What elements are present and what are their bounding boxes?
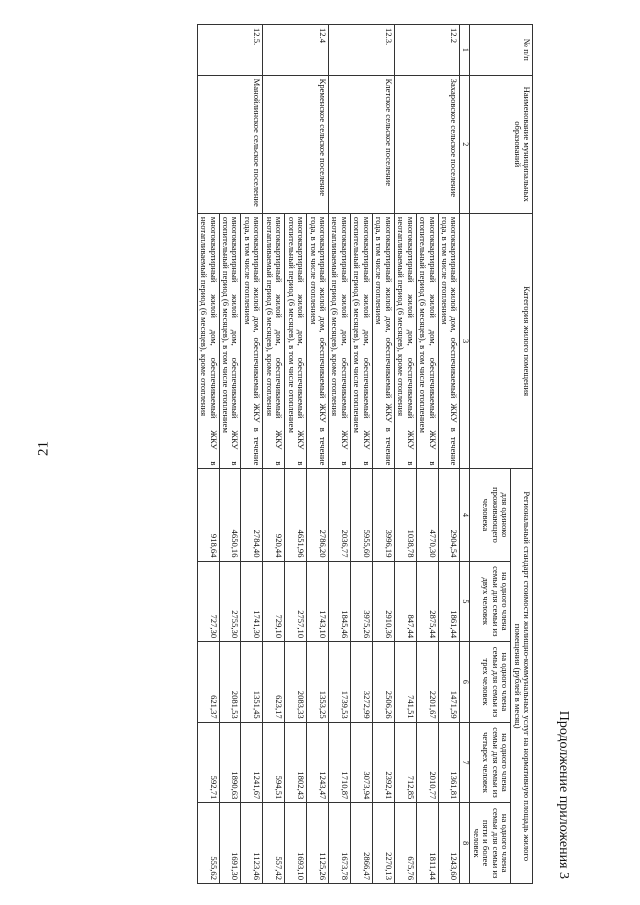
- subheader-three: на одного члена семьи для семьи из трех человек: [470, 642, 511, 723]
- row-number: 12.2: [394, 25, 460, 76]
- cost-value: 594,51: [263, 722, 285, 803]
- cost-value: 3073,94: [350, 722, 372, 803]
- index-cell: 1: [460, 25, 470, 76]
- index-cell: 4: [460, 469, 470, 561]
- table-row: [307, 25, 329, 884]
- index-cell: 2: [460, 75, 470, 213]
- cost-value: 2755,30: [219, 561, 241, 642]
- cost-value: 729,10: [263, 561, 285, 642]
- cost-value: 1802,43: [285, 722, 307, 803]
- cost-value: 555,62: [197, 803, 219, 884]
- index-cell: 6: [460, 642, 470, 723]
- municipality-name: Клетское сельское поселение: [329, 75, 395, 213]
- cost-value: 727,30: [197, 561, 219, 642]
- cost-value: 741,51: [394, 642, 416, 723]
- table-row: [241, 25, 263, 884]
- cost-value: 4650,16: [219, 469, 241, 561]
- subheader-four: на одного члена семьи для семьи из четырех человек: [470, 722, 511, 803]
- cost-value: 1125,26: [307, 803, 329, 884]
- cost-standard-table: [197, 24, 533, 884]
- cost-value: 1811,44: [416, 803, 438, 884]
- municipality-name: Манойлинское сельское поселение: [197, 75, 263, 213]
- index-cell: 7: [460, 722, 470, 803]
- header-name: Наименование муниципальных образований: [470, 75, 533, 213]
- cost-value: 712,85: [394, 722, 416, 803]
- cost-value: 3975,26: [350, 561, 372, 642]
- subheader-five: на одного члена семьи для семьи из пяти и более человек: [470, 803, 511, 884]
- subheader-two: на одного члена семьи для семьи из двух человек: [470, 561, 511, 642]
- cost-value: 557,42: [263, 803, 285, 884]
- cost-value: 1243,60: [438, 803, 460, 884]
- cost-value: 4770,30: [416, 469, 438, 561]
- header-standard: Региональный стандарт стоимости жилищно-коммунальных услуг на нормативную площадь жилого помещения (рублей в месяц): [511, 469, 533, 884]
- cost-value: 2786,20: [307, 469, 329, 561]
- cost-value: 1243,47: [307, 722, 329, 803]
- cost-value: 1351,45: [241, 642, 263, 723]
- municipality-name: Захаровское сельское поселение: [394, 75, 460, 213]
- municipality-name: Кременское сельское поселение: [263, 75, 329, 213]
- cost-value: 2010,77: [416, 722, 438, 803]
- index-row: [460, 25, 470, 884]
- cost-value: 2083,33: [285, 642, 307, 723]
- cost-value: 2201,67: [416, 642, 438, 723]
- cost-value: 2506,26: [372, 642, 394, 723]
- cost-value: 1741,30: [241, 561, 263, 642]
- cost-value: 3272,99: [350, 642, 372, 723]
- cost-value: 1123,46: [241, 803, 263, 884]
- housing-category: многоквартирный жилой дом, обеспечиваемый ЖКУ в отопительный период (6 месяцев), в том числе отоплением: [350, 213, 372, 469]
- cost-value: 1739,53: [329, 642, 351, 723]
- cost-value: 2904,54: [438, 469, 460, 561]
- cost-value: 2757,10: [285, 561, 307, 642]
- cost-value: 5955,60: [350, 469, 372, 561]
- subheader-single: для одиноко проживающего человека: [470, 469, 511, 561]
- cost-value: 1361,81: [438, 722, 460, 803]
- cost-value: 4651,96: [285, 469, 307, 561]
- row-number: 12.3.: [329, 25, 395, 76]
- table-body: [197, 25, 460, 884]
- housing-category: многоквартирный жилой дом, обеспечиваемый ЖКУ в отопительный период (6 месяцев), в том числе отоплением: [219, 213, 241, 469]
- cost-value: 3996,19: [372, 469, 394, 561]
- housing-category: многоквартирный жилой дом, обеспечиваемый ЖКУ в течение года, в том числе отоплением: [307, 213, 329, 469]
- housing-category: многоквартирный жилой дом, обеспечиваемый ЖКУ в отопительный период (6 месяцев), в том числе отоплением: [416, 213, 438, 469]
- index-cell: 3: [460, 213, 470, 469]
- housing-category: многоквартирный жилой дом, обеспечиваемый ЖКУ в отопительный период (6 месяцев), в том числе отоплением: [285, 213, 307, 469]
- cost-value: 2910,36: [372, 561, 394, 642]
- housing-category: многоквартирный жилой дом, обеспечиваемый ЖКУ в неотапливаемый период (6 месяцев), кроме отопления: [394, 213, 416, 469]
- cost-value: 1241,67: [241, 722, 263, 803]
- row-number: 12.4: [263, 25, 329, 76]
- cost-value: 2270,13: [372, 803, 394, 884]
- cost-value: 2081,53: [219, 642, 241, 723]
- housing-category: многоквартирный жилой дом, обеспечиваемый ЖКУ в течение года, в том числе отоплением: [241, 213, 263, 469]
- cost-value: 1743,10: [307, 561, 329, 642]
- cost-value: 2392,41: [372, 722, 394, 803]
- housing-category: многоквартирный жилой дом, обеспечиваемый ЖКУ в неотапливаемый период (6 месяцев), кроме отопления: [329, 213, 351, 469]
- appendix-title: Продолжение приложения 3: [556, 710, 571, 879]
- cost-value: 2875,44: [416, 561, 438, 642]
- cost-value: 918,64: [197, 469, 219, 561]
- cost-value: 1845,46: [329, 561, 351, 642]
- header-row: [511, 25, 533, 884]
- cost-value: 1038,78: [394, 469, 416, 561]
- housing-category: многоквартирный жилой дом, обеспечиваемый ЖКУ в течение года, в том числе отоплением: [438, 213, 460, 469]
- table-row: [372, 25, 394, 884]
- cost-value: 675,76: [394, 803, 416, 884]
- cost-value: 920,44: [263, 469, 285, 561]
- housing-category: многоквартирный жилой дом, обеспечиваемый ЖКУ в неотапливаемый период (6 месяцев), кроме отопления: [197, 213, 219, 469]
- cost-value: 621,37: [197, 642, 219, 723]
- cost-value: 2784,40: [241, 469, 263, 561]
- cost-value: 1691,30: [219, 803, 241, 884]
- cost-value: 1693,10: [285, 803, 307, 884]
- header-category: Категория жилого помещения: [470, 213, 533, 469]
- cost-value: 592,71: [197, 722, 219, 803]
- cost-value: 2036,77: [329, 469, 351, 561]
- page-number: 21: [35, 441, 52, 456]
- table-row: [438, 25, 460, 884]
- cost-value: 1710,87: [329, 722, 351, 803]
- cost-value: 1890,63: [219, 722, 241, 803]
- cost-value: 1673,78: [329, 803, 351, 884]
- cost-value: 1861,44: [438, 561, 460, 642]
- housing-category: многоквартирный жилой дом, обеспечиваемый ЖКУ в течение года, в том числе отоплением: [372, 213, 394, 469]
- header-num: № п/п: [470, 25, 533, 76]
- index-cell: 5: [460, 561, 470, 642]
- housing-category: многоквартирный жилой дом, обеспечиваемый ЖКУ в неотапливаемый период (6 месяцев), кроме отопления: [263, 213, 285, 469]
- cost-value: 2866,47: [350, 803, 372, 884]
- index-cell: 8: [460, 803, 470, 884]
- row-number: 12.5.: [197, 25, 263, 76]
- cost-value: 623,17: [263, 642, 285, 723]
- cost-value: 1353,25: [307, 642, 329, 723]
- cost-value: 1471,59: [438, 642, 460, 723]
- cost-value: 847,44: [394, 561, 416, 642]
